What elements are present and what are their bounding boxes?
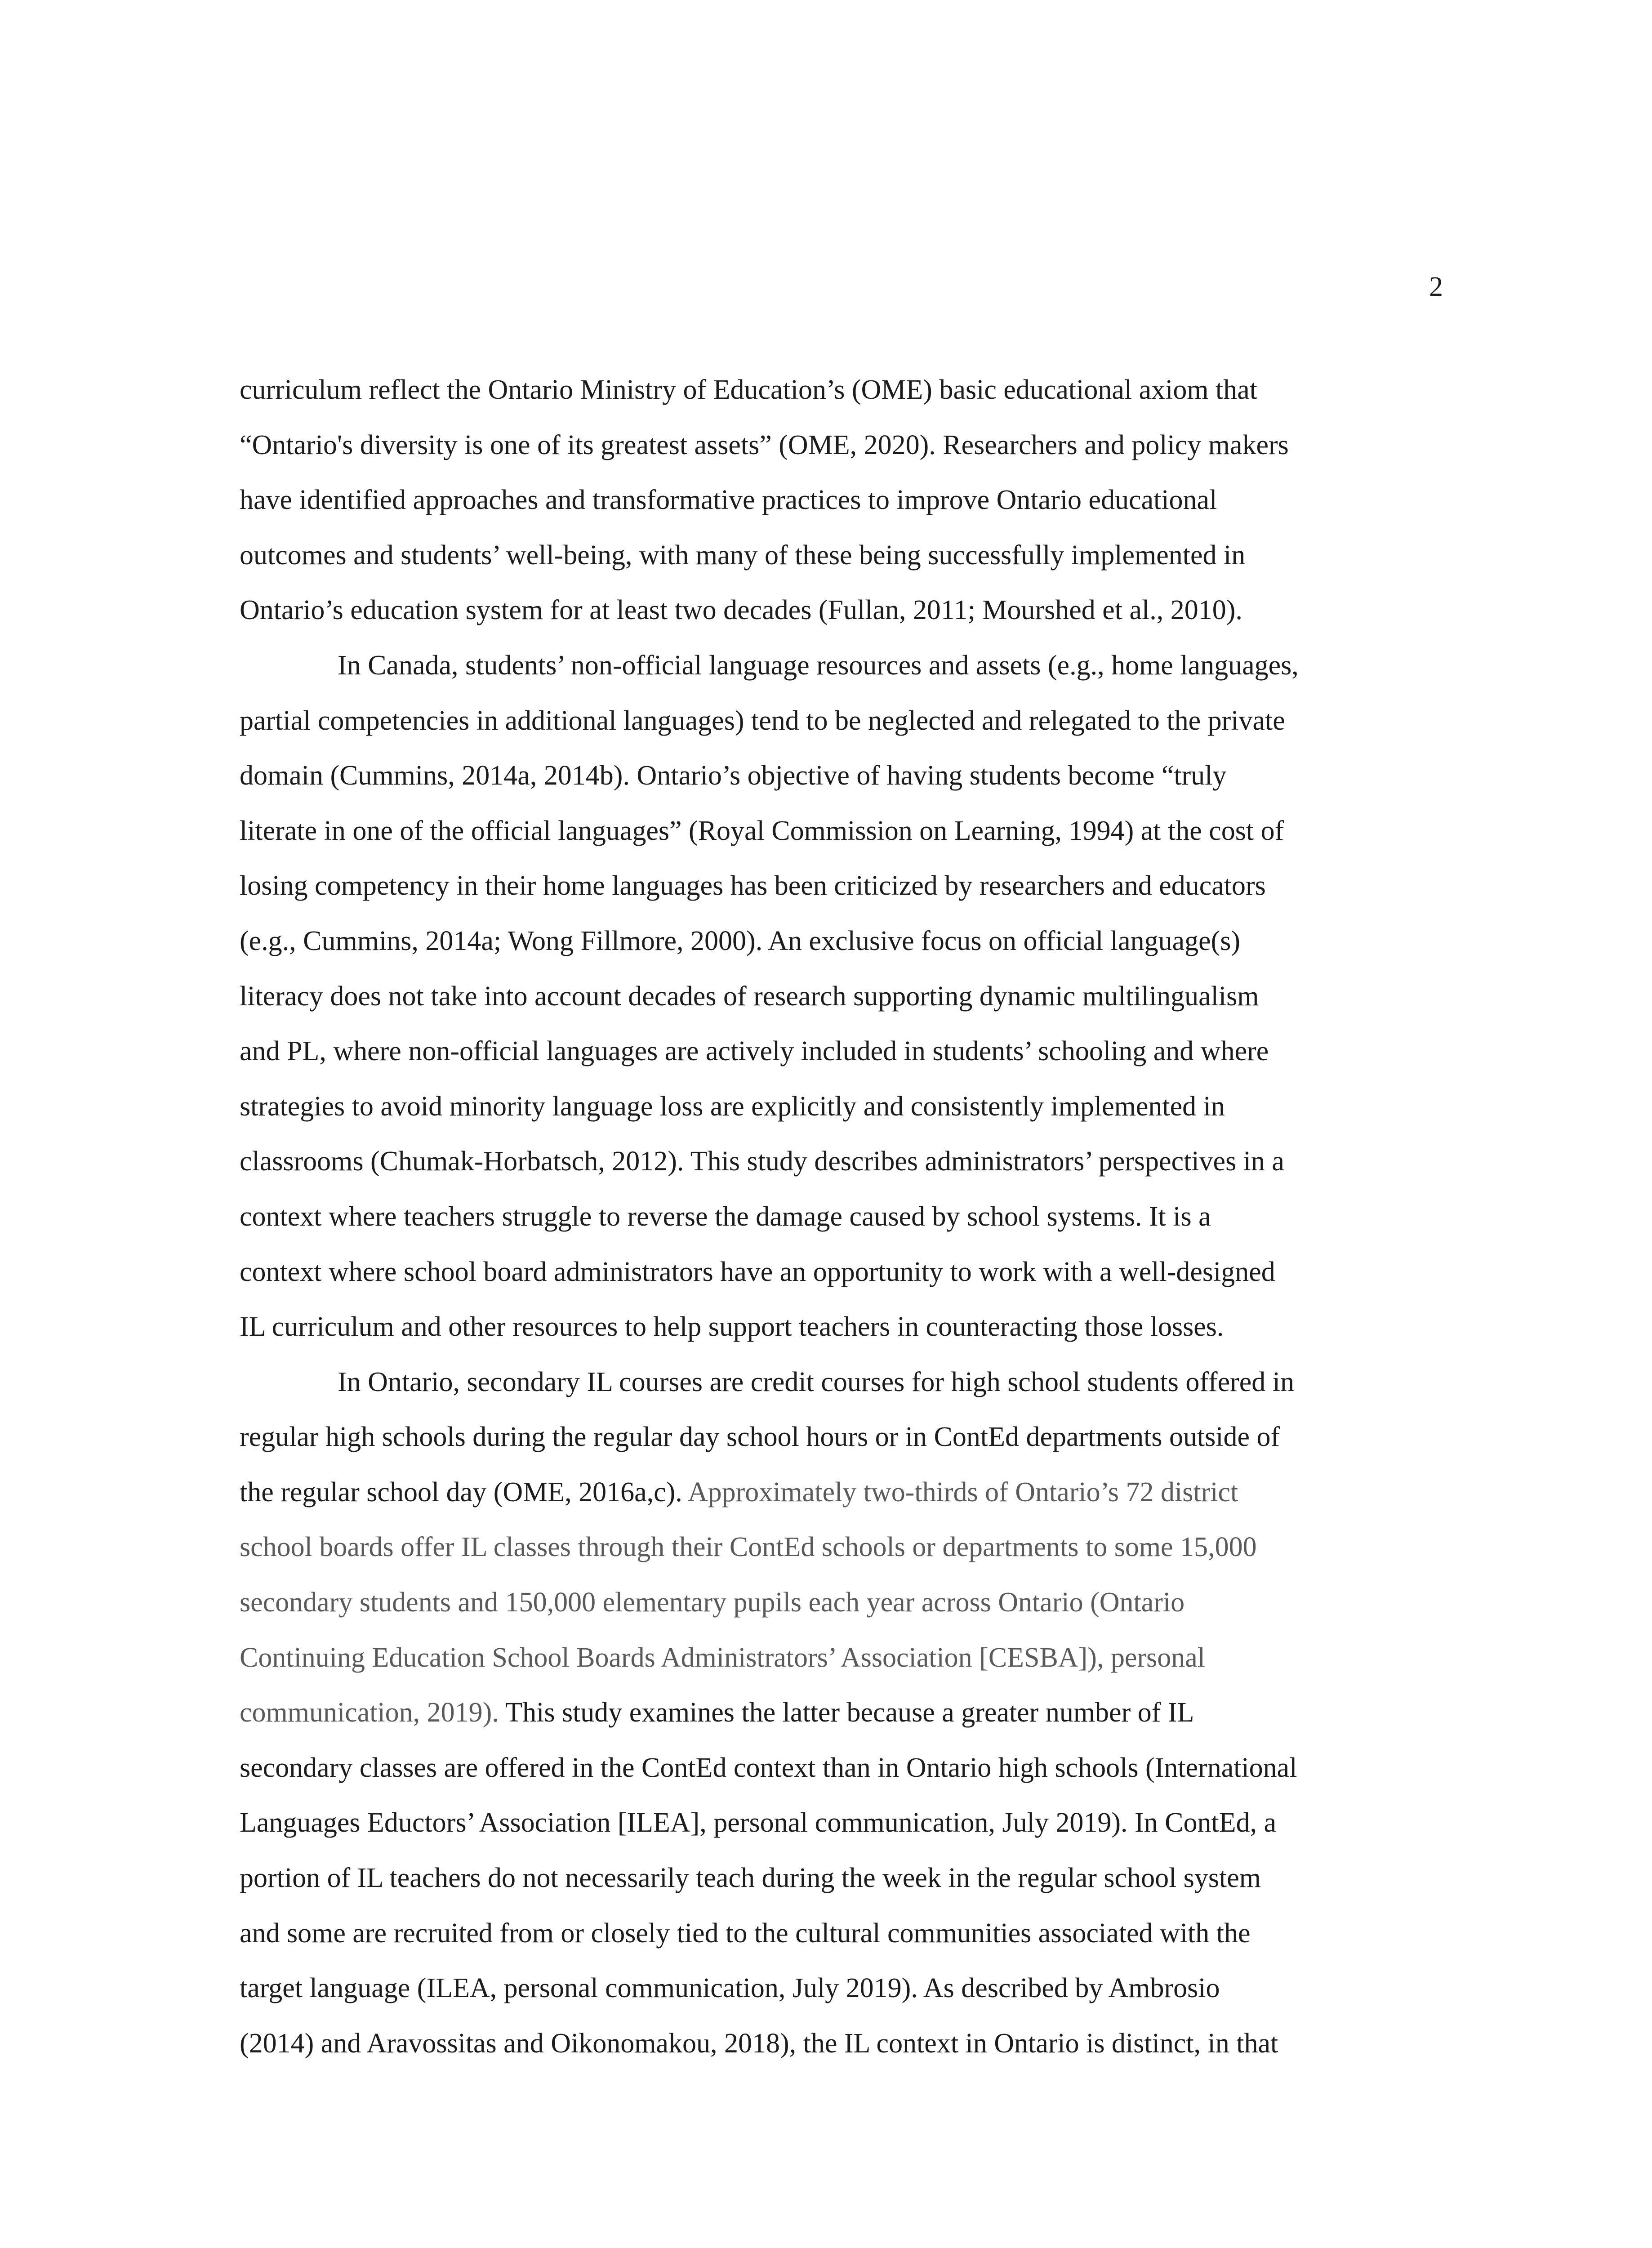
text-segment: Approximately two-thirds of Ontario’s 72 district: [687, 1476, 1238, 1508]
text-line: [240, 1079, 1462, 1134]
text-line: [240, 1575, 1462, 1630]
text-segment: and some are recruited from or closely tied to the cultural communities associated with the: [240, 1918, 1251, 1949]
text-segment: IL curriculum and other resources to help support teachers in counteracting those losses.: [240, 1311, 1224, 1343]
text-line: [240, 1134, 1462, 1189]
text-line: [240, 1299, 1462, 1355]
text-segment: the regular school day (OME, 2016a,c).: [240, 1476, 688, 1508]
text-line: [240, 1189, 1462, 1244]
text-segment: classrooms (Chumak-Horbatsch, 2012). This study describes administrators’ perspectives in a: [240, 1146, 1284, 1177]
text-segment: Continuing Education School Boards Administrators’ Association [CESBA]), personal: [240, 1642, 1205, 1673]
text-line: [240, 1906, 1462, 1961]
text-line: [240, 748, 1462, 803]
text-line: [240, 858, 1462, 914]
text-line: [240, 418, 1462, 473]
text-line: [240, 583, 1462, 638]
text-segment: regular high schools during the regular day school hours or in ContEd departments outside of: [240, 1422, 1280, 1453]
text-line: [240, 528, 1462, 583]
text-segment: Languages Eductors’ Association [ILEA], personal communication, July 2019). In ContEd, a: [240, 1807, 1277, 1838]
text-segment: have identified approaches and transformative practices to improve Ontario educational: [240, 485, 1217, 516]
text-segment: domain (Cummins, 2014a, 2014b). Ontario’s objective of having students become “truly: [240, 760, 1227, 791]
text-segment: school boards offer IL classes through their ContEd schools or departments to some 15,000: [240, 1532, 1257, 1563]
text-line: [240, 1685, 1462, 1740]
text-segment: secondary students and 150,000 elementary pupils each year across Ontario (Ontario: [240, 1587, 1185, 1618]
body-text: [240, 362, 1462, 2071]
text-line: [240, 1520, 1462, 1575]
text-line: [240, 1024, 1462, 1079]
text-segment: context where school board administrators have an opportunity to work with a well-designed: [240, 1256, 1275, 1287]
text-segment: (e.g., Cummins, 2014a; Wong Fillmore, 2000). An exclusive focus on official language(s): [240, 925, 1241, 956]
text-line: [240, 1740, 1462, 1796]
text-segment: (2014) and Aravossitas and Oikonomakou, 2018), the IL context in Ontario is distinct, in that: [240, 2028, 1278, 2059]
text-line: [240, 1630, 1462, 1686]
text-line: [240, 638, 1462, 693]
text-segment: In Ontario, secondary IL courses are credit courses for high school students offered in: [338, 1366, 1294, 1397]
text-segment: portion of IL teachers do not necessarily teach during the week in the regular school system: [240, 1863, 1261, 1894]
text-segment: context where teachers struggle to reverse the damage caused by school systems. It is a: [240, 1201, 1211, 1232]
text-segment: strategies to avoid minority language loss are explicitly and consistently implemented in: [240, 1091, 1225, 1122]
page-number: 2: [1429, 272, 1443, 302]
text-segment: secondary classes are offered in the ContEd context than in Ontario high schools (International: [240, 1752, 1297, 1783]
text-line: [240, 1961, 1462, 2016]
text-segment: partial competencies in additional languages) tend to be neglected and relegated to the private: [240, 705, 1285, 736]
text-segment: literacy does not take into account decades of research supporting dynamic multilingualism: [240, 981, 1259, 1012]
text-segment: literate in one of the official languages” (Royal Commission on Learning, 1994) at the cost of: [240, 815, 1284, 846]
text-line: [240, 1355, 1462, 1410]
text-line: [240, 693, 1462, 749]
text-segment: In Canada, students’ non-official language resources and assets (e.g., home languages,: [338, 650, 1299, 681]
text-line: [240, 969, 1462, 1024]
text-segment: outcomes and students’ well-being, with many of these being successfully implemented in: [240, 540, 1246, 571]
text-line: [240, 803, 1462, 859]
text-segment: curriculum reflect the Ontario Ministry of Education’s (OME) basic educational axiom that: [240, 375, 1258, 405]
text-line: [240, 473, 1462, 528]
text-line: [240, 1244, 1462, 1300]
text-line: [240, 1409, 1462, 1465]
text-segment: This study examines the latter because a greater number of IL: [505, 1697, 1194, 1728]
text-segment: communication, 2019).: [240, 1697, 506, 1728]
text-segment: target language (ILEA, personal communication, July 2019). As described by Ambrosio: [240, 1973, 1220, 2004]
text-line: [240, 1795, 1462, 1851]
text-line: [240, 362, 1462, 418]
text-line: [240, 1851, 1462, 1906]
text-line: [240, 914, 1462, 969]
text-line: [240, 1465, 1462, 1520]
text-segment: Ontario’s education system for at least two decades (Fullan, 2011; Mourshed et al., 2010).: [240, 595, 1242, 626]
text-segment: and PL, where non-official languages are actively included in students’ schooling and where: [240, 1036, 1269, 1067]
text-segment: “Ontario's diversity is one of its greatest assets” (OME, 2020). Researchers and policy makers: [240, 429, 1289, 460]
text-line: [240, 2016, 1462, 2071]
text-segment: losing competency in their home languages has been criticized by researchers and educators: [240, 870, 1266, 901]
